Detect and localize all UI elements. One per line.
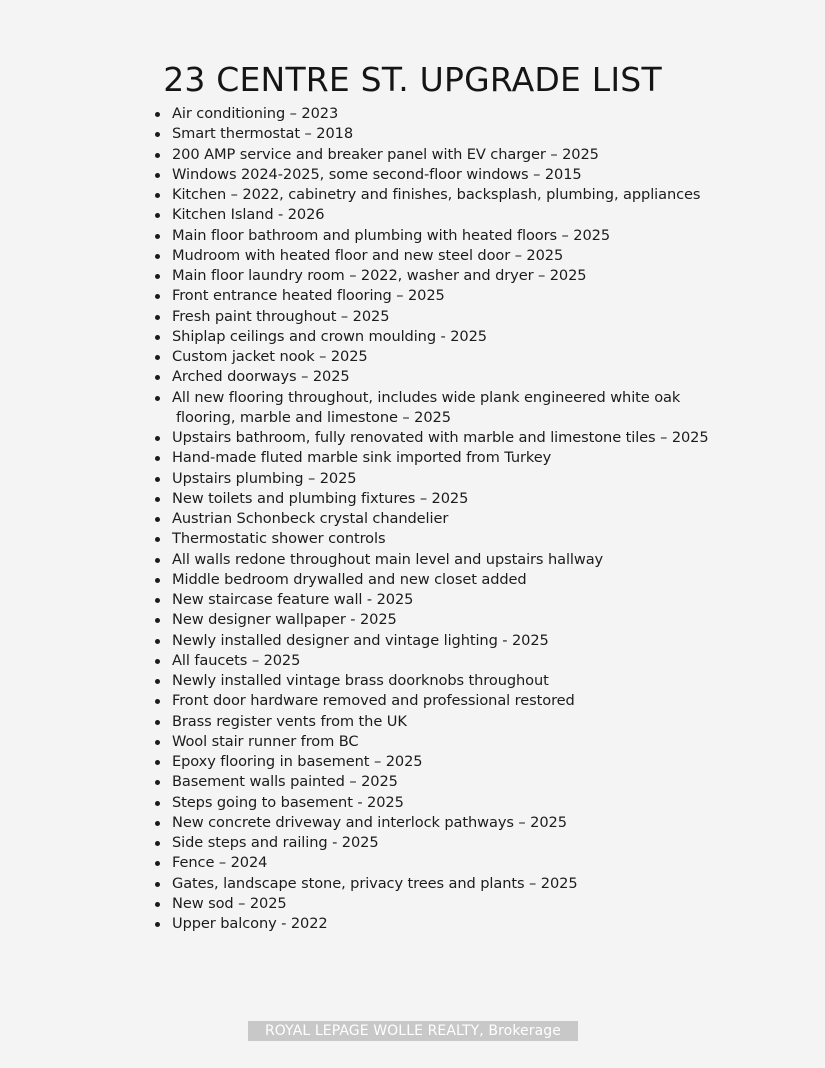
list-item xyxy=(172,914,792,934)
list-item xyxy=(172,428,792,448)
list-item-text: Kitchen – 2022, cabinetry and finishes, backsplash, plumbing, appliances xyxy=(172,186,701,203)
list-item-text: Hand-made fluted marble sink imported from Turkey xyxy=(172,449,552,467)
list-item xyxy=(172,772,792,792)
list-item xyxy=(172,732,792,752)
list-item xyxy=(172,367,792,387)
list-item xyxy=(172,874,792,894)
list-item-text: Main floor laundry room – 2022, washer and dryer – 2025 xyxy=(172,267,587,284)
list-item-text: Air conditioning – 2023 xyxy=(172,105,339,122)
list-item xyxy=(172,610,792,630)
list-item xyxy=(172,307,792,327)
list-item-text: Fence – 2024 xyxy=(172,854,268,872)
list-item-text: Main floor bathroom and plumbing with heated floors – 2025 xyxy=(172,226,611,244)
list-item-text: Epoxy flooring in basement – 2025 xyxy=(172,753,423,770)
list-item-text: Side steps and railing - 2025 xyxy=(172,834,379,851)
list-item-text: All new flooring throughout, includes wide plank engineered white oak xyxy=(172,388,681,406)
list-item xyxy=(172,388,792,429)
list-item xyxy=(172,246,792,266)
list-item-text: Austrian Schonbeck crystal chandelier xyxy=(172,510,449,527)
list-item-text: Custom jacket nook – 2025 xyxy=(172,348,368,365)
list-item-text: 200 AMP service and breaker panel with EV charger – 2025 xyxy=(172,145,599,163)
list-item-text: Windows 2024-2025, some second-floor windows – 2015 xyxy=(172,165,582,183)
list-item-text: Kitchen Island - 2026 xyxy=(172,206,325,224)
list-item-text: New sod – 2025 xyxy=(172,894,287,912)
list-item xyxy=(172,691,792,711)
list-item xyxy=(172,752,792,772)
list-item-continuation: flooring, marble and limestone – 2025 xyxy=(176,408,451,426)
list-item-text: Newly installed designer and vintage lighting - 2025 xyxy=(172,631,549,649)
page-title: 23 CENTRE ST. UPGRADE LIST xyxy=(163,60,662,99)
list-item xyxy=(172,529,792,549)
list-item xyxy=(172,631,792,651)
list-item xyxy=(172,185,792,205)
list-item-text: Steps going to basement - 2025 xyxy=(172,793,404,811)
list-item xyxy=(172,226,792,246)
brokerage-watermark: ROYAL LEPAGE WOLLE REALTY, Brokerage xyxy=(248,1021,578,1041)
list-item xyxy=(172,104,792,124)
list-item xyxy=(172,469,792,489)
list-item xyxy=(172,712,792,732)
list-item-text: Newly installed vintage brass doorknobs throughout xyxy=(172,672,549,689)
list-item-text: Wool stair runner from BC xyxy=(172,732,359,750)
list-item xyxy=(172,124,792,144)
list-item-text: Middle bedroom drywalled and new closet added xyxy=(172,570,527,588)
list-item-text: Smart thermostat – 2018 xyxy=(172,125,354,143)
list-item-text: Upstairs plumbing – 2025 xyxy=(172,469,357,487)
list-item-text: New designer wallpaper - 2025 xyxy=(172,611,397,629)
list-item xyxy=(172,286,792,306)
list-item-text: Shiplap ceilings and crown moulding - 2025 xyxy=(172,327,487,345)
list-item xyxy=(172,853,792,873)
list-item-text: Arched doorways – 2025 xyxy=(172,368,350,386)
list-item xyxy=(172,448,792,468)
list-item xyxy=(172,327,792,347)
list-item-text: New staircase feature wall - 2025 xyxy=(172,591,414,608)
list-item-text: Fresh paint throughout – 2025 xyxy=(172,307,390,325)
list-item-text: Basement walls painted – 2025 xyxy=(172,773,398,791)
list-item-text: Brass register vents from the UK xyxy=(172,712,407,730)
list-item xyxy=(172,145,792,165)
list-item-text: Front door hardware removed and professional restored xyxy=(172,692,575,710)
list-item-text: Thermostatic shower controls xyxy=(172,530,386,548)
list-item-text: Upstairs bathroom, fully renovated with marble and limestone tiles – 2025 xyxy=(172,429,709,446)
list-item xyxy=(172,205,792,225)
list-item-text: New concrete driveway and interlock pathways – 2025 xyxy=(172,813,567,831)
list-item xyxy=(172,813,792,833)
list-item xyxy=(172,347,792,367)
list-item-text: Front entrance heated flooring – 2025 xyxy=(172,287,445,305)
list-item xyxy=(172,793,792,813)
list-item-text: Upper balcony - 2022 xyxy=(172,915,328,932)
list-item xyxy=(172,489,792,509)
upgrade-list xyxy=(172,104,792,934)
list-item-text: Mudroom with heated floor and new steel door – 2025 xyxy=(172,246,564,264)
list-item xyxy=(172,894,792,914)
list-item xyxy=(172,550,792,570)
list-item-text: All faucets – 2025 xyxy=(172,651,301,669)
list-item xyxy=(172,833,792,853)
list-item xyxy=(172,165,792,185)
list-item xyxy=(172,570,792,590)
list-item xyxy=(172,266,792,286)
list-item xyxy=(172,590,792,610)
list-item xyxy=(172,651,792,671)
list-item-text: New toilets and plumbing fixtures – 2025 xyxy=(172,489,469,507)
list-item xyxy=(172,509,792,529)
list-item xyxy=(172,671,792,691)
list-item-text: All walls redone throughout main level and upstairs hallway xyxy=(172,550,604,568)
list-item-text: Gates, landscape stone, privacy trees and plants – 2025 xyxy=(172,874,578,892)
